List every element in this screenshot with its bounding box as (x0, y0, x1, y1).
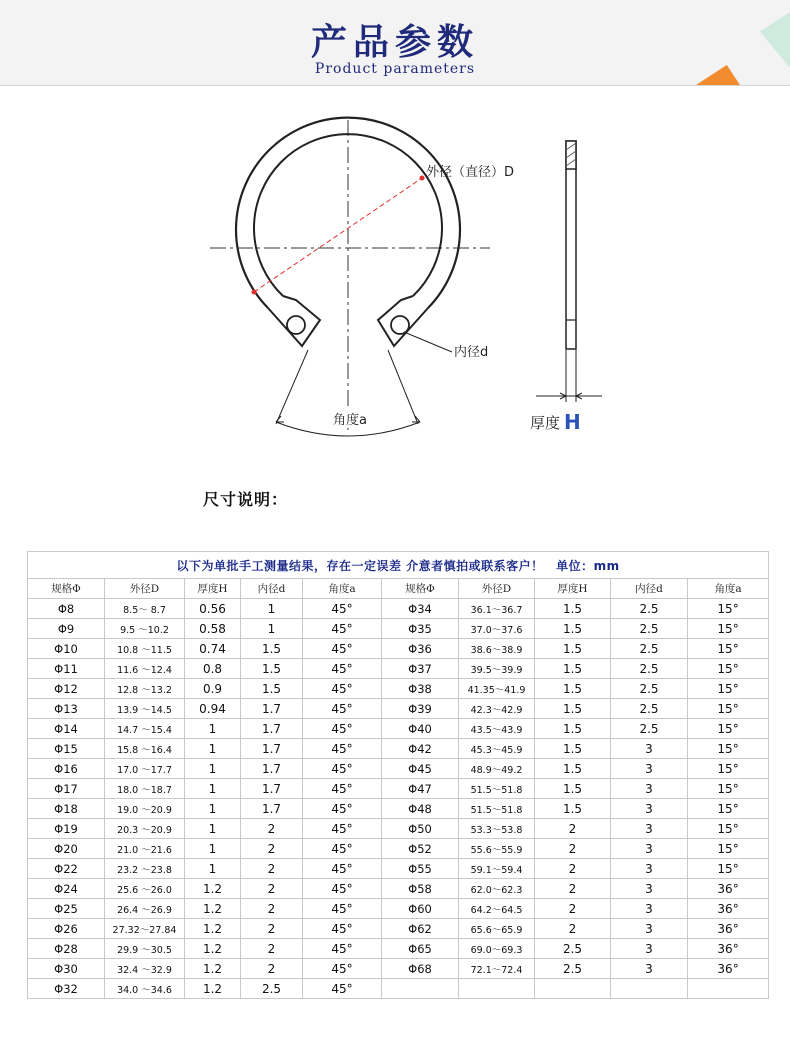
inner-diameter-cell (611, 979, 688, 999)
inner-diameter-cell: 2.5 (611, 639, 688, 659)
angle-cell: 15° (688, 819, 769, 839)
inner-diameter-cell: 2.5 (611, 619, 688, 639)
thickness-cell: 2 (535, 879, 611, 899)
spec-cell: Φ60 (382, 899, 459, 919)
spec-cell: Φ18 (28, 799, 105, 819)
table-row (28, 699, 769, 719)
inner-diameter-cell: 3 (611, 899, 688, 919)
spec-cell: Φ65 (382, 939, 459, 959)
angle-cell: 45° (303, 919, 382, 939)
column-header: 内径d (241, 579, 303, 599)
spec-cell: Φ47 (382, 779, 459, 799)
spec-cell: Φ9 (28, 619, 105, 639)
spec-cell: Φ26 (28, 919, 105, 939)
column-header: 厚度H (185, 579, 241, 599)
table-row (28, 659, 769, 679)
thickness-cell: 1.2 (185, 899, 241, 919)
angle-line-right (388, 350, 418, 424)
thickness-cell: 2 (535, 819, 611, 839)
outer-diameter-cell: 36.1～36.7 (459, 599, 535, 619)
angle-cell: 36° (688, 899, 769, 919)
size-description-heading: 尺寸说明： (203, 490, 289, 509)
angle-cell: 15° (688, 679, 769, 699)
thickness-cell: 2.5 (535, 939, 611, 959)
spec-cell: Φ55 (382, 859, 459, 879)
table-row (28, 639, 769, 659)
thickness-cell: 1.5 (535, 779, 611, 799)
outer-diameter-cell: 42.3～42.9 (459, 699, 535, 719)
inner-diameter-cell: 1.7 (241, 739, 303, 759)
thickness-cell: 1 (185, 799, 241, 819)
outer-diameter-cell (459, 979, 535, 999)
column-header: 角度a (303, 579, 382, 599)
inner-diameter-cell: 1.7 (241, 719, 303, 739)
thickness-cell: 0.9 (185, 679, 241, 699)
outer-diameter-cell: 45.3～45.9 (459, 739, 535, 759)
inner-diameter-cell: 3 (611, 939, 688, 959)
outer-diameter-cell: 51.5～51.8 (459, 799, 535, 819)
inner-diameter-cell: 1.5 (241, 679, 303, 699)
angle-cell: 45° (303, 859, 382, 879)
outer-diameter-cell: 10.8 ～11.5 (105, 639, 185, 659)
inner-diameter-cell: 1.7 (241, 699, 303, 719)
thickness-cell: 0.56 (185, 599, 241, 619)
angle-cell: 15° (688, 799, 769, 819)
thickness-cell: 2 (535, 839, 611, 859)
column-header: 外径D (105, 579, 185, 599)
table-row (28, 919, 769, 939)
thickness-cell: 2 (535, 899, 611, 919)
thickness-cell: 1.5 (535, 659, 611, 679)
spec-cell: Φ28 (28, 939, 105, 959)
angle-cell: 45° (303, 779, 382, 799)
outer-diameter-cell: 37.0～37.6 (459, 619, 535, 639)
angle-cell: 15° (688, 619, 769, 639)
spec-cell: Φ42 (382, 739, 459, 759)
inner-diameter-cell: 2 (241, 859, 303, 879)
thickness-cell: 1 (185, 719, 241, 739)
thickness-cell: 1 (185, 779, 241, 799)
outer-diameter-cell: 32.4 ～32.9 (105, 959, 185, 979)
angle-cell: 45° (303, 839, 382, 859)
angle-line-left (276, 350, 308, 424)
thickness-cell: 0.74 (185, 639, 241, 659)
outer-diameter-cell: 9.5 ～10.2 (105, 619, 185, 639)
thickness-cell: 1.2 (185, 979, 241, 999)
inner-diameter-cell: 3 (611, 919, 688, 939)
spec-cell: Φ48 (382, 799, 459, 819)
angle-cell: 45° (303, 939, 382, 959)
table-row (28, 959, 769, 979)
spec-cell: Φ19 (28, 819, 105, 839)
outer-diameter-cell: 59.1～59.4 (459, 859, 535, 879)
column-header: 规格Φ (28, 579, 105, 599)
inner-diameter-cell: 1.7 (241, 759, 303, 779)
outer-diameter-cell: 38.6～38.9 (459, 639, 535, 659)
thickness-cell: 1.5 (535, 699, 611, 719)
spec-cell: Φ38 (382, 679, 459, 699)
thickness-cell: 1.5 (535, 759, 611, 779)
inner-diameter-cell: 1 (241, 599, 303, 619)
inner-diameter-cell: 2 (241, 939, 303, 959)
spec-cell: Φ40 (382, 719, 459, 739)
thickness-cell: 1 (185, 759, 241, 779)
inner-diameter-cell: 2 (241, 919, 303, 939)
table-header-row (28, 579, 769, 599)
outer-diameter-cell: 64.2～64.5 (459, 899, 535, 919)
spec-cell: Φ68 (382, 959, 459, 979)
thickness-cell: 0.8 (185, 659, 241, 679)
outer-diameter-cell: 27.32～27.84 (105, 919, 185, 939)
spec-cell: Φ34 (382, 599, 459, 619)
inner-diameter-cell: 2.5 (611, 599, 688, 619)
thickness-cell: 1.5 (535, 639, 611, 659)
outer-diameter-cell: 17.0 ～17.7 (105, 759, 185, 779)
inner-diameter-cell: 3 (611, 839, 688, 859)
inner-diameter-cell: 2.5 (611, 659, 688, 679)
spec-cell: Φ17 (28, 779, 105, 799)
inner-diameter-cell: 3 (611, 859, 688, 879)
page-subtitle: Product parameters (314, 61, 476, 77)
outer-diameter-cell: 62.0～62.3 (459, 879, 535, 899)
outer-diameter-cell: 25.6 ～26.0 (105, 879, 185, 899)
outer-diameter-cell: 14.7 ～15.4 (105, 719, 185, 739)
spec-cell: Φ45 (382, 759, 459, 779)
outer-diameter-cell: 23.2 ～23.8 (105, 859, 185, 879)
outer-diameter-cell: 18.0 ～18.7 (105, 779, 185, 799)
angle-cell: 15° (688, 839, 769, 859)
thickness-cell: 0.94 (185, 699, 241, 719)
inner-diameter-cell: 1.5 (241, 639, 303, 659)
inner-diameter-cell: 1 (241, 619, 303, 639)
right-lug-hole (391, 316, 409, 334)
inner-diameter-cell: 2.5 (611, 679, 688, 699)
column-header: 外径D (459, 579, 535, 599)
inner-diameter-cell: 2 (241, 959, 303, 979)
inner-diameter-cell: 3 (611, 759, 688, 779)
spec-cell: Φ11 (28, 659, 105, 679)
table-row (28, 839, 769, 859)
table-row (28, 759, 769, 779)
spec-cell: Φ10 (28, 639, 105, 659)
table-row (28, 739, 769, 759)
table-row (28, 939, 769, 959)
thickness-label: 厚度 (530, 414, 561, 432)
thickness-cell: 2 (535, 859, 611, 879)
outer-diameter-cell: 19.0 ～20.9 (105, 799, 185, 819)
angle-cell: 36° (688, 939, 769, 959)
thickness-cell: 2.5 (535, 959, 611, 979)
spec-cell: Φ39 (382, 699, 459, 719)
angle-label: 角度a (333, 413, 367, 428)
table-row (28, 599, 769, 619)
thickness-cell: 1.5 (535, 719, 611, 739)
thickness-cell: 1 (185, 859, 241, 879)
inner-diameter-cell: 2.5 (611, 699, 688, 719)
outer-diameter-cell: 15.8 ～16.4 (105, 739, 185, 759)
spec-cell: Φ8 (28, 599, 105, 619)
spec-cell: Φ16 (28, 759, 105, 779)
inner-diameter-cell: 3 (611, 959, 688, 979)
thickness-cell: 1.2 (185, 879, 241, 899)
angle-cell: 15° (688, 719, 769, 739)
spec-cell: Φ14 (28, 719, 105, 739)
angle-cell (688, 979, 769, 999)
circlip-diagram (0, 100, 790, 450)
table-row (28, 819, 769, 839)
header-banner (0, 0, 790, 86)
spec-cell: Φ52 (382, 839, 459, 859)
inner-diameter-cell: 2 (241, 899, 303, 919)
spec-cell: Φ32 (28, 979, 105, 999)
outer-diameter-cell: 20.3 ～20.9 (105, 819, 185, 839)
spec-cell: Φ24 (28, 879, 105, 899)
angle-cell: 45° (303, 739, 382, 759)
table-notice-row (28, 552, 769, 579)
angle-cell: 15° (688, 779, 769, 799)
thickness-cell: 1.5 (535, 599, 611, 619)
outer-diameter-cell: 55.6～55.9 (459, 839, 535, 859)
angle-cell: 45° (303, 979, 382, 999)
inner-diameter-cell: 2 (241, 819, 303, 839)
angle-cell: 15° (688, 739, 769, 759)
spec-cell: Φ25 (28, 899, 105, 919)
angle-cell: 15° (688, 759, 769, 779)
outer-diameter-cell: 29.9 ～30.5 (105, 939, 185, 959)
angle-cell: 15° (688, 639, 769, 659)
outer-diameter-cell: 21.0 ～21.6 (105, 839, 185, 859)
thickness-cell: 1.5 (535, 799, 611, 819)
angle-cell: 45° (303, 899, 382, 919)
thickness-cell: 0.58 (185, 619, 241, 639)
inner-diameter-cell: 2 (241, 839, 303, 859)
thickness-cell: 1.2 (185, 959, 241, 979)
spec-cell: Φ12 (28, 679, 105, 699)
thickness-cell: 1 (185, 819, 241, 839)
inner-diameter-cell: 3 (611, 739, 688, 759)
spec-cell (382, 979, 459, 999)
outer-diameter-cell: 26.4 ～26.9 (105, 899, 185, 919)
inner-diameter-cell: 3 (611, 819, 688, 839)
page-title: 产品参数 (310, 21, 479, 63)
thickness-cell: 2 (535, 919, 611, 939)
table-row (28, 679, 769, 699)
column-header: 内径d (611, 579, 688, 599)
inner-diameter-cell: 1.7 (241, 799, 303, 819)
table-row (28, 859, 769, 879)
inner-diameter-cell: 2.5 (611, 719, 688, 739)
spec-cell: Φ50 (382, 819, 459, 839)
angle-cell: 15° (688, 699, 769, 719)
thickness-cell: 1.5 (535, 739, 611, 759)
inner-diameter-cell: 3 (611, 799, 688, 819)
outer-diameter-cell: 51.5～51.8 (459, 779, 535, 799)
column-header: 规格Φ (382, 579, 459, 599)
outer-diameter-cell: 48.9～49.2 (459, 759, 535, 779)
angle-cell: 45° (303, 879, 382, 899)
outer-diameter-dimension (254, 178, 422, 292)
angle-cell: 45° (303, 799, 382, 819)
inner-diameter-cell: 3 (611, 779, 688, 799)
thickness-cell: 1.2 (185, 919, 241, 939)
table-row (28, 619, 769, 639)
spec-cell: Φ62 (382, 919, 459, 939)
thickness-cell (535, 979, 611, 999)
table-row (28, 799, 769, 819)
side-view-ring (566, 141, 576, 349)
angle-cell: 45° (303, 599, 382, 619)
spec-cell: Φ37 (382, 659, 459, 679)
inner-diameter-leader (404, 332, 452, 352)
angle-cell: 45° (303, 679, 382, 699)
thickness-cell: 1 (185, 839, 241, 859)
spec-cell: Φ15 (28, 739, 105, 759)
angle-cell: 45° (303, 959, 382, 979)
spec-cell: Φ20 (28, 839, 105, 859)
angle-cell: 36° (688, 959, 769, 979)
angle-cell: 36° (688, 919, 769, 939)
spec-cell: Φ30 (28, 959, 105, 979)
outer-diameter-cell: 53.3～53.8 (459, 819, 535, 839)
outer-diameter-cell: 13.9 ～14.5 (105, 699, 185, 719)
angle-cell: 45° (303, 759, 382, 779)
angle-cell: 15° (688, 659, 769, 679)
inner-diameter-cell: 2.5 (241, 979, 303, 999)
outer-diameter-cell: 43.5～43.9 (459, 719, 535, 739)
thickness-cell: 1.5 (535, 679, 611, 699)
thickness-cell: 1.2 (185, 939, 241, 959)
outer-diameter-cell: 69.0～69.3 (459, 939, 535, 959)
angle-cell: 45° (303, 659, 382, 679)
spec-cell: Φ58 (382, 879, 459, 899)
spec-cell: Φ35 (382, 619, 459, 639)
parameter-table-container (27, 551, 768, 999)
inner-diameter-cell: 2 (241, 879, 303, 899)
parameter-table (27, 551, 769, 999)
column-header: 角度a (688, 579, 769, 599)
angle-cell: 45° (303, 819, 382, 839)
table-row (28, 719, 769, 739)
inner-diameter-label: 内径d (454, 345, 489, 360)
angle-cell: 45° (303, 619, 382, 639)
outer-diameter-cell: 11.6 ～12.4 (105, 659, 185, 679)
inner-diameter-cell: 1.7 (241, 779, 303, 799)
angle-cell: 45° (303, 699, 382, 719)
column-header: 厚度H (535, 579, 611, 599)
angle-cell: 15° (688, 859, 769, 879)
outer-diameter-cell: 39.5～39.9 (459, 659, 535, 679)
table-row (28, 979, 769, 999)
thickness-cell: 1 (185, 739, 241, 759)
table-row (28, 899, 769, 919)
outer-diameter-cell: 12.8 ～13.2 (105, 679, 185, 699)
thickness-cell: 1.5 (535, 619, 611, 639)
outer-diameter-cell: 34.0 ～34.6 (105, 979, 185, 999)
table-notice: 以下为单批手工测量结果，存在一定误差 介意者慎拍或联系客户！ 单位：mm (28, 552, 769, 579)
outer-diameter-cell: 65.6～65.9 (459, 919, 535, 939)
spec-cell: Φ36 (382, 639, 459, 659)
inner-diameter-cell: 1.5 (241, 659, 303, 679)
table-row (28, 879, 769, 899)
outer-diameter-cell: 8.5～ 8.7 (105, 599, 185, 619)
table-row (28, 779, 769, 799)
outer-diameter-cell: 41.35～41.9 (459, 679, 535, 699)
left-lug-hole (287, 316, 305, 334)
spec-cell: Φ22 (28, 859, 105, 879)
angle-cell: 36° (688, 879, 769, 899)
angle-cell: 15° (688, 599, 769, 619)
spec-cell: Φ13 (28, 699, 105, 719)
inner-diameter-cell: 3 (611, 879, 688, 899)
outer-diameter-label: 外径（直径）D (426, 165, 515, 180)
thickness-symbol: H (564, 410, 581, 434)
outer-diameter-cell: 72.1～72.4 (459, 959, 535, 979)
angle-cell: 45° (303, 639, 382, 659)
angle-cell: 45° (303, 719, 382, 739)
